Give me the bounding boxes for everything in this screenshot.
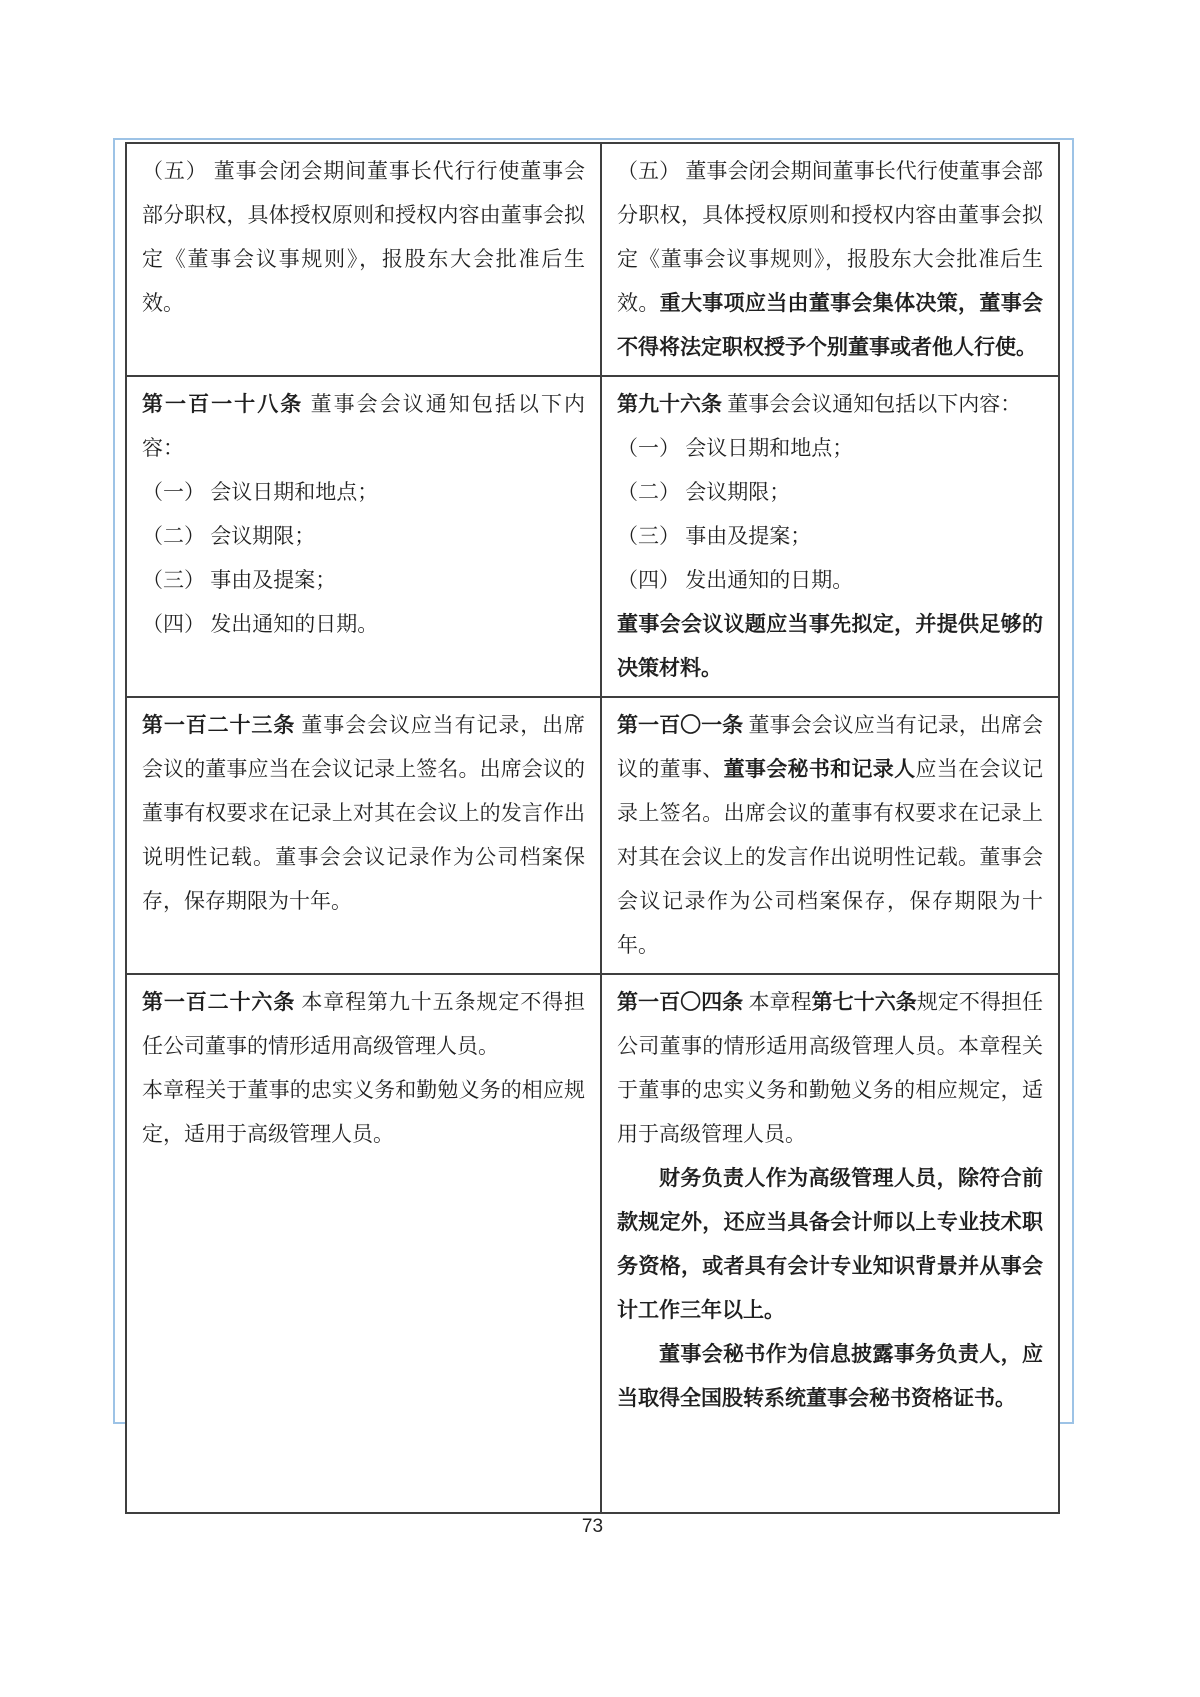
text: （四） 发出通知的日期。 (142, 612, 379, 636)
text: 应当在会议记录上签名。出席会议的董事有权要求在记录上对其在会议上的发言作出说明性记载。董事会会议记录作为公司档案保存，保存期限为十年。 (617, 757, 1044, 957)
bold-text: 第一百〇一条 (617, 713, 744, 737)
bold-text: 第一百一十八条 (142, 392, 304, 416)
paragraph (142, 1068, 585, 1156)
text: （五） 董事会闭会期间董事长代行使董事会部分职权，具体授权原则和授权内容由董事会拟定《董事会议事规则》，报股东大会批准后生效。 (617, 159, 1043, 315)
bold-text: 第七十六条 (811, 990, 917, 1014)
paragraph (617, 980, 1043, 1156)
bold-text: 第一百〇四条 (617, 990, 744, 1014)
text: 董事会会议通知包括以下内容： (142, 392, 586, 460)
text: 董事会会议应当有记录，出席会议的董事、 (617, 713, 1044, 781)
table-cell-left (127, 377, 602, 696)
text: 本章程 (743, 990, 812, 1014)
paragraph (142, 149, 585, 325)
bold-text: 董事会秘书和记录人 (723, 757, 916, 781)
table-row (127, 975, 1058, 1512)
page-number: 73 (581, 1516, 604, 1537)
text: （二） 会议期限； (617, 480, 791, 504)
paragraph (617, 514, 1043, 558)
paragraph (142, 980, 585, 1068)
comparison-table (125, 142, 1060, 1514)
text: （四） 发出通知的日期。 (617, 568, 854, 592)
paragraph (617, 602, 1043, 690)
text: （一） 会议日期和地点； (617, 436, 854, 460)
table-row (127, 144, 1058, 377)
paragraph (617, 1332, 1043, 1420)
table-cell-left (127, 698, 602, 973)
table-row (127, 698, 1058, 975)
table-row (127, 377, 1058, 698)
table-cell-left (127, 975, 602, 1512)
table-cell-left (127, 144, 602, 375)
paragraph (142, 703, 585, 923)
paragraph (142, 602, 585, 646)
table-cell-right (602, 377, 1058, 696)
paragraph (142, 382, 585, 470)
paragraph (617, 149, 1043, 369)
paragraph (617, 382, 1043, 426)
text: （一） 会议日期和地点； (142, 480, 379, 504)
text: 本章程关于董事的忠实义务和勤勉义务的相应规定，适用于高级管理人员。 (142, 1078, 585, 1146)
table-cell-right (602, 975, 1058, 1512)
paragraph (617, 703, 1043, 967)
table-cell-right (602, 698, 1058, 973)
text: 本章程第九十五条规定不得担任公司董事的情形适用高级管理人员。 (142, 990, 586, 1058)
paragraph (617, 558, 1043, 602)
bold-text: 第一百二十三条 (142, 713, 296, 737)
paragraph (142, 514, 585, 558)
table-cell-right (602, 144, 1058, 375)
text: 董事会会议应当有记录，出席会议的董事应当在会议记录上签名。出席会议的董事有权要求在记录上对其在会议上的发言作出说明性记载。董事会会议记录作为公司档案保存，保存期限为十年。 (142, 713, 586, 913)
bold-text: 第九十六条 (617, 392, 722, 416)
text: （五） 董事会闭会期间董事长代行行使董事会部分职权，具体授权原则和授权内容由董事会拟定《董事会议事规则》，报股东大会批准后生效。 (142, 159, 585, 315)
bold-text: 第一百二十六条 (142, 990, 296, 1014)
bold-text: 重大事项应当由董事会集体决策，董事会不得将法定职权授予个别董事或者他人行使。 (617, 291, 1044, 359)
bold-text: 董事会秘书作为信息披露事务负责人，应当取得全国股转系统董事会秘书资格证书。 (617, 1342, 1043, 1410)
text: （三） 事由及提案； (142, 568, 337, 592)
bold-text: 董事会会议议题应当事先拟定，并提供足够的决策材料。 (617, 612, 1043, 680)
paragraph (617, 470, 1043, 514)
text: 董事会会议通知包括以下内容： (722, 392, 1022, 416)
text: 规定不得担任公司董事的情形适用高级管理人员。本章程关于董事的忠实义务和勤勉义务的相应规定，适用于高级管理人员。 (617, 990, 1044, 1146)
paragraph (142, 470, 585, 514)
paragraph (617, 1156, 1043, 1332)
text: （三） 事由及提案； (617, 524, 812, 548)
bold-text: 财务负责人作为高级管理人员，除符合前款规定外，还应当具备会计师以上专业技术职务资格，或者具有会计专业知识背景并从事会计工作三年以上。 (617, 1166, 1043, 1322)
text: （二） 会议期限； (142, 524, 316, 548)
paragraph (617, 426, 1043, 470)
paragraph (142, 558, 585, 602)
